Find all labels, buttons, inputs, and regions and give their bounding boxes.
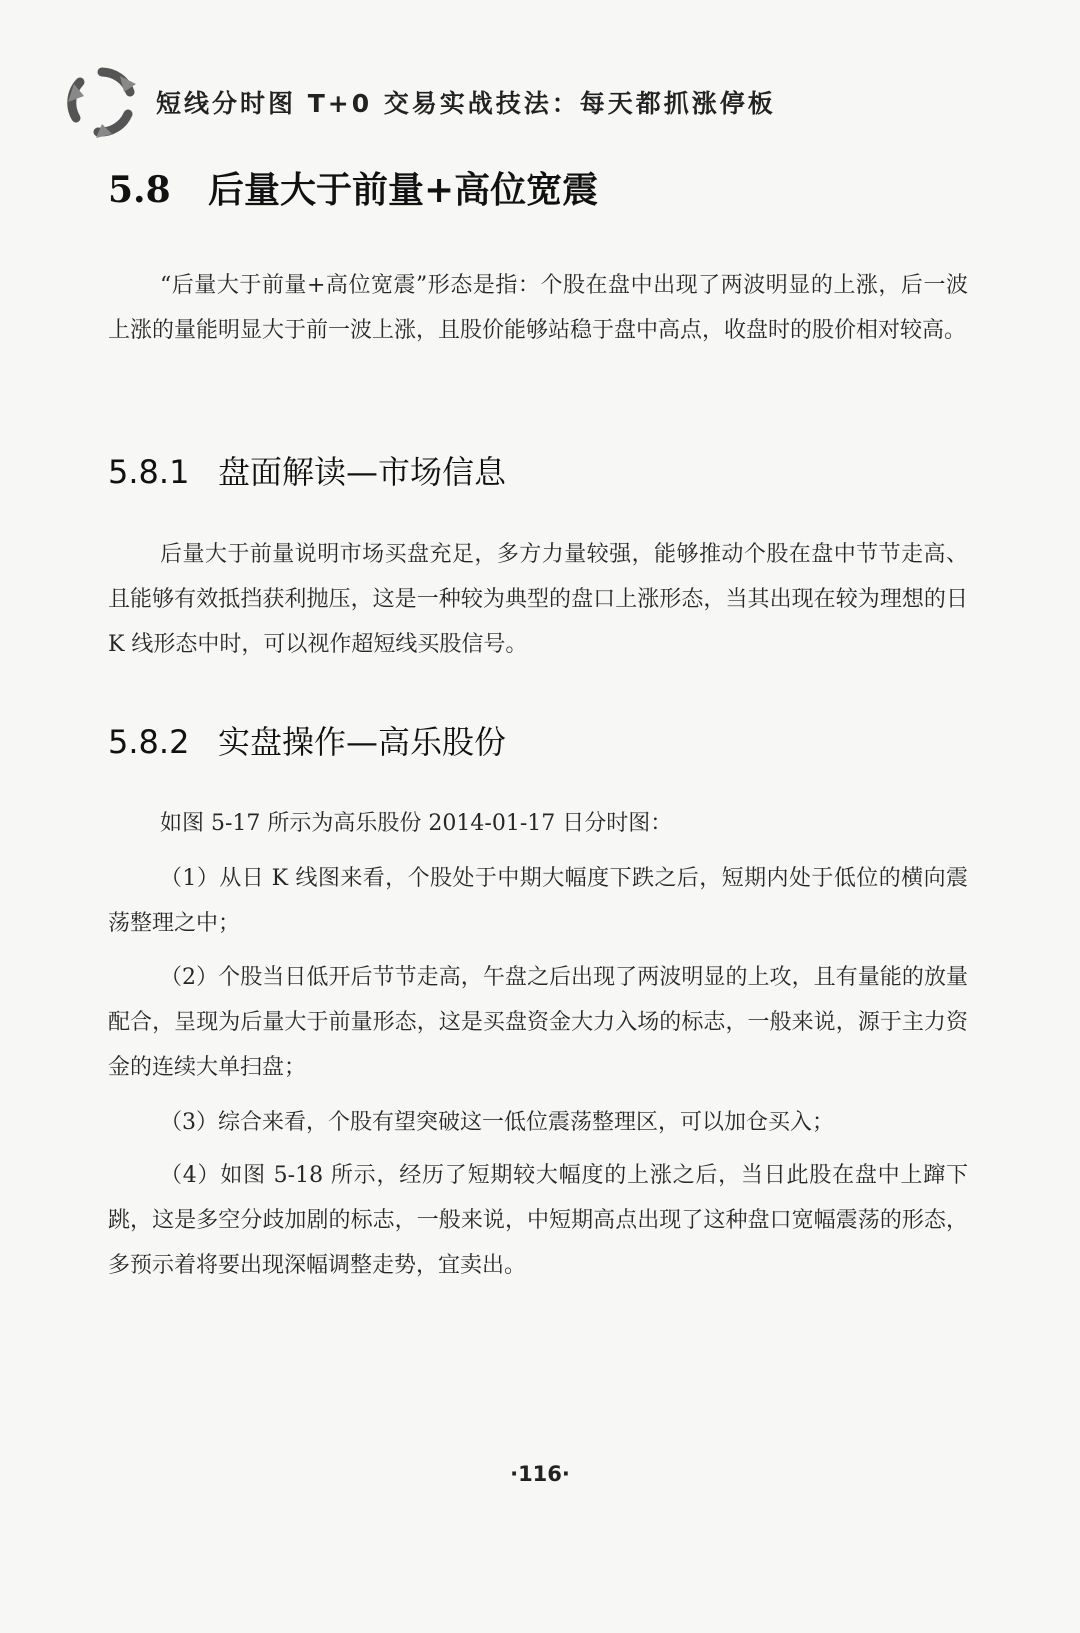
subsection-title: 盘面解读—市场信息 bbox=[218, 453, 507, 491]
subsection-number: 5.8.1 bbox=[108, 453, 190, 491]
page-number: ·116· bbox=[510, 1462, 570, 1486]
paragraph: （1）从日 K 线图来看，个股处于中期大幅度下跌之后，短期内处于低位的横向震荡整理之中； bbox=[108, 866, 968, 936]
subsection-number: 5.8.2 bbox=[108, 723, 190, 761]
swirl-logo-icon bbox=[62, 62, 142, 142]
paragraph: 如图 5-17 所示为高乐股份 2014-01-17 日分时图： bbox=[160, 811, 673, 836]
section-intro: “后量大于前量+高位宽震”形态是指：个股在盘中出现了两波明显的上涨，后一波上涨的量能明显大于前一波上涨，且股价能够站稳于盘中高点，收盘时的股价相对较高。 bbox=[108, 273, 968, 343]
paragraph: 后量大于前量说明市场买盘充足，多方力量较强，能够推动个股在盘中节节走高、且能够有效抵挡获利抛压，这是一种较为典型的盘口上涨形态，当其出现在较为理想的日 K 线形态中时，可以视作超短线买股信号。 bbox=[108, 542, 968, 657]
subsection-title: 实盘操作—高乐股份 bbox=[218, 723, 507, 761]
section-heading bbox=[108, 162, 598, 213]
subsection-heading bbox=[108, 447, 506, 493]
paragraph: （3）综合来看，个股有望突破这一低位震荡整理区，可以加仓买入； bbox=[160, 1110, 834, 1135]
section-title: 后量大于前量+高位宽震 bbox=[208, 169, 599, 211]
paragraph: （2）个股当日低开后节节走高，午盘之后出现了两波明显的上攻，且有量能的放量配合，呈现为后量大于前量形态，这是买盘资金大力入场的标志，一般来说，源于主力资金的连续大单扫盘； bbox=[108, 965, 968, 1080]
paragraph: （4）如图 5-18 所示，经历了短期较大幅度的上涨之后，当日此股在盘中上蹿下跳，这是多空分歧加剧的标志，一般来说，中短期高点出现了这种盘口宽幅震荡的形态，多预示着将要出现深幅调整走势，宜卖出。 bbox=[108, 1163, 968, 1278]
subsection-heading bbox=[108, 717, 506, 763]
running-header bbox=[62, 62, 862, 142]
book-title: 短线分时图 T+0 交易实战技法：每天都抓涨停板 bbox=[156, 89, 776, 118]
section-number: 5.8 bbox=[108, 169, 171, 211]
